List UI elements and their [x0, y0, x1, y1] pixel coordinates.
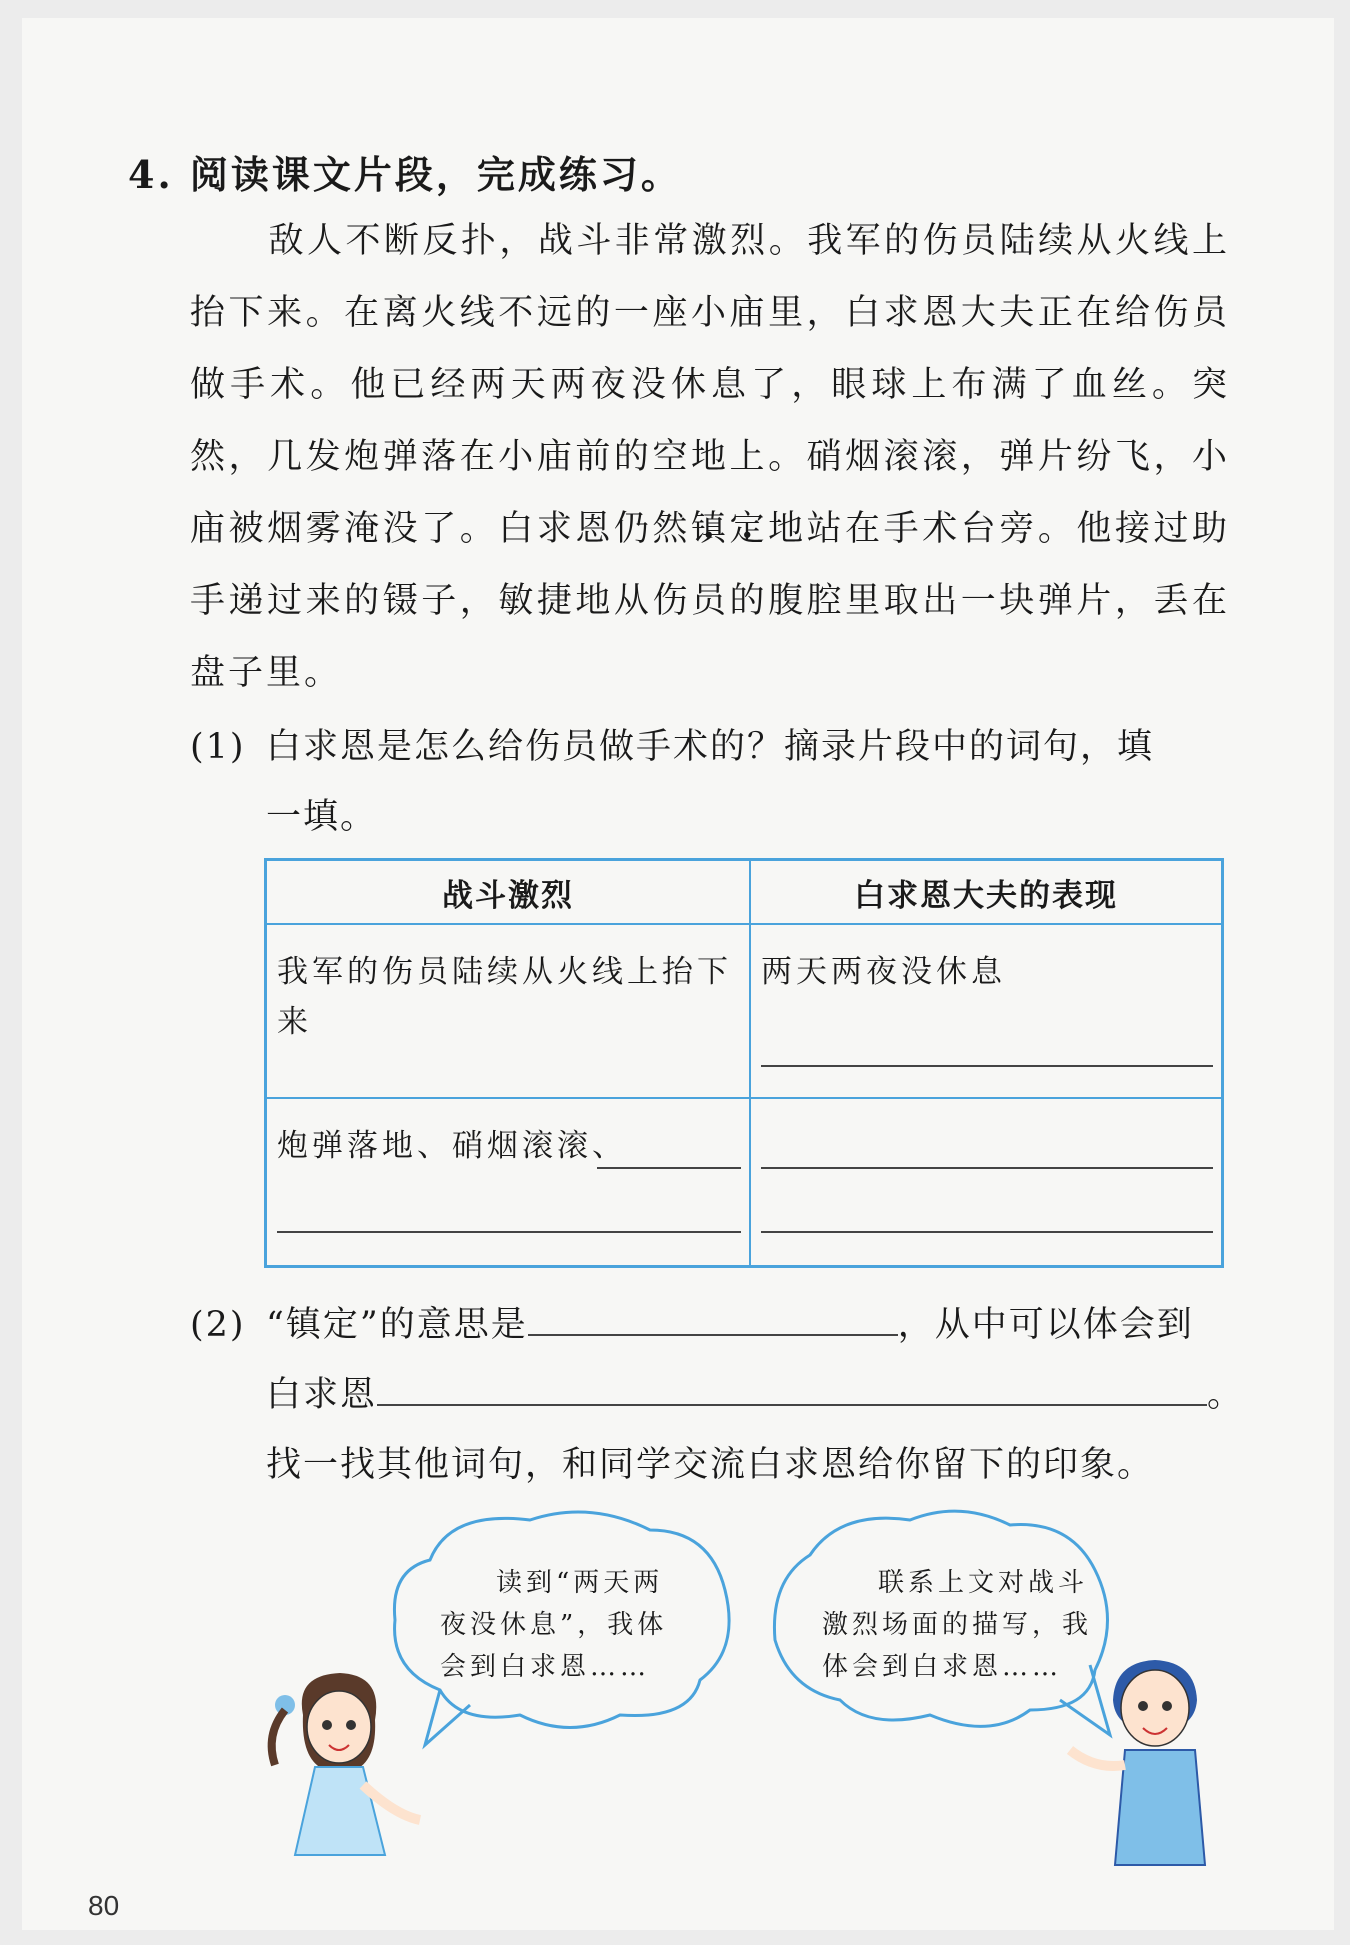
- emphasized-char-zhen: 镇 •: [691, 509, 730, 549]
- question-1-text: 白求恩是怎么给伤员做手术的？摘录片段中的词句，填: [266, 727, 1155, 767]
- question-2-text-d: 。: [1207, 1375, 1245, 1415]
- table-cell-r2c1: [266, 1098, 751, 1267]
- answer-blank-r2c1-a[interactable]: [597, 1167, 741, 1169]
- right-bubble-text: 联系上文对战斗激烈场面的描写，我体会到白求恩……: [822, 1568, 1093, 1682]
- table-cell-r1c1-text: 我军的伤员陆续从火线上抬下来: [277, 954, 732, 1040]
- exercise-heading: 4. 阅读课文片段，完成练习。: [128, 152, 682, 197]
- question-1-text-cont: 一填。: [266, 797, 378, 837]
- table-header-bethune: 白求恩大夫的表现: [750, 860, 1223, 925]
- table-header-battle: 战斗激烈: [266, 860, 751, 925]
- answer-table: [264, 858, 1224, 1268]
- question-2-text-a: “镇定”的意思是: [266, 1305, 528, 1345]
- answer-blank-impression[interactable]: [377, 1364, 1207, 1406]
- extension-prompt: 找一找其他词句，和同学交流白求恩给你留下的印象。: [266, 1445, 1155, 1485]
- question-2-text-b: ，从中可以体会到: [897, 1305, 1194, 1345]
- question-2-number: (2): [190, 1305, 246, 1345]
- question-1-number: (1): [190, 727, 246, 767]
- answer-blank-meaning[interactable]: [528, 1294, 898, 1336]
- emphasized-char-ding: 定 •: [730, 509, 769, 549]
- table-cell-r1c2-text: 两天两夜没休息: [761, 954, 1006, 990]
- table-cell-r2c2[interactable]: [750, 1098, 1223, 1267]
- table-cell-r2c1-text: 炮弹落地、硝烟滚滚、: [277, 1128, 627, 1164]
- answer-blank-r2c2-a[interactable]: [761, 1167, 1213, 1169]
- answer-blank-r2c1-b[interactable]: [277, 1231, 741, 1233]
- reading-passage: [190, 205, 1230, 709]
- page-number: 80: [88, 1890, 120, 1921]
- boy-illustration: [1055, 1650, 1235, 1880]
- left-bubble-text: 读到“两天两夜没休息”，我体会到白求恩……: [440, 1568, 668, 1682]
- passage-text-part2: 地站在手术台旁。他接过助手递过来的镊子，敏捷地从伤员的腹腔里取出一块弹片，丢在盘子里。: [190, 509, 1230, 693]
- girl-illustration: [255, 1665, 425, 1860]
- answer-blank-r1c2[interactable]: [761, 1065, 1213, 1067]
- table-cell-r1c1: [266, 924, 751, 1098]
- answer-blank-r2c2-b[interactable]: [761, 1231, 1213, 1233]
- question-1: [190, 712, 1230, 852]
- question-2-text-c: 白求恩: [266, 1375, 378, 1415]
- table-cell-r1c2[interactable]: [750, 924, 1223, 1098]
- passage-text-part1: 敌人不断反扑，战斗非常激烈。我军的伤员陆续从火线上抬下来。在离火线不远的一座小庙里，白求恩大夫正在给伤员做手术。他已经两天两夜没休息了，眼球上布满了血丝。突然，几发炮弹落在小庙前的空地上。硝烟滚滚，弹片纷飞，小庙被烟雾淹没了。白求恩仍然: [190, 221, 1230, 549]
- question-2: [190, 1290, 1245, 1500]
